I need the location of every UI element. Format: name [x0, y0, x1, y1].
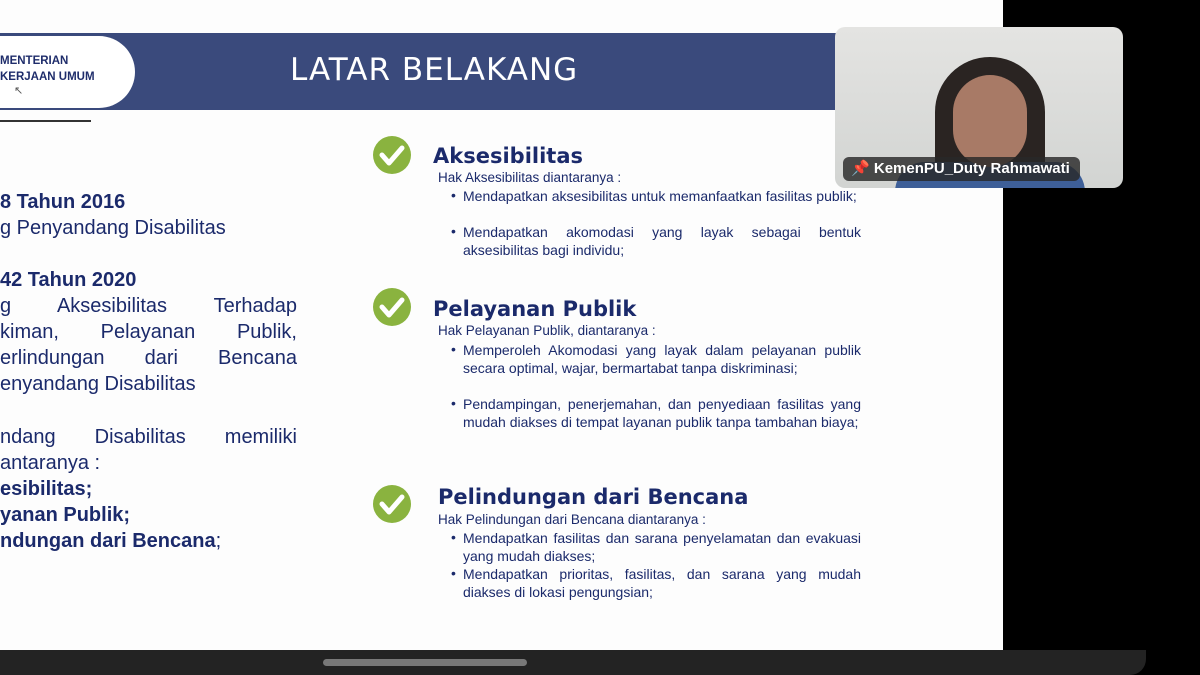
- law1-title: 8 Tahun 2016: [0, 191, 126, 213]
- rights-line: ndang Disabilitas memiliki: [0, 426, 297, 448]
- bullet-icon: •: [451, 529, 456, 545]
- horizontal-scrollbar[interactable]: [323, 659, 527, 666]
- participant-name: KemenPU_Duty Rahmawati: [873, 160, 1070, 177]
- logo-text-line2: KERJAAN UMUM: [0, 71, 95, 83]
- right-item: esibilitas;: [0, 478, 93, 500]
- law2-line: g Aksesibilitas Terhadap: [0, 295, 297, 317]
- check-icon: [373, 485, 411, 523]
- bullet-icon: •: [451, 223, 456, 239]
- section-bullet: Pendampingan, penerjemahan, dan penyediaan fasilitas yang mudah diakses di tempat layanan publik tanpa tambahan biaya;: [463, 396, 861, 430]
- section-intro: Hak Aksesibilitas diantaranya :: [438, 170, 622, 185]
- section-heading: Aksesibilitas: [433, 144, 583, 168]
- pin-icon: 📌: [851, 160, 870, 177]
- right-item-suffix: ;: [215, 530, 222, 552]
- rights-line: antaranya :: [0, 452, 101, 474]
- participant-face: [953, 75, 1027, 167]
- right-item: [0, 530, 221, 553]
- divider: [0, 120, 91, 122]
- section-intro: Hak Pelayanan Publik, diantaranya :: [438, 323, 656, 338]
- section-bullet: Mendapatkan fasilitas dan sarana penyelamatan dan evakuasi yang mudah diakses;: [463, 530, 861, 564]
- law1-desc: g Penyandang Disabilitas: [0, 217, 226, 239]
- section-bullet: Mendapatkan akomodasi yang layak sebagai bentuk aksesibilitas bagi individu;: [463, 224, 861, 258]
- check-icon: [373, 288, 411, 326]
- participant-name-label: [843, 157, 1080, 181]
- section-intro: Hak Pelindungan dari Bencana diantaranya :: [438, 512, 706, 527]
- mouse-cursor-icon: ↖: [14, 85, 24, 97]
- right-item: yanan Publik;: [0, 504, 131, 526]
- right-item-text: ndungan dari Bencana: [0, 530, 216, 552]
- law2-line: erlindungan dari Bencana: [0, 347, 297, 369]
- section-bullet: Mendapatkan aksesibilitas untuk memanfaatkan fasilitas publik;: [463, 188, 857, 204]
- participant-video-tile[interactable]: [835, 27, 1123, 188]
- section-bullet: Memperoleh Akomodasi yang layak dalam pelayanan publik secara optimal, wajar, bermartabat tanpa diskriminasi;: [463, 342, 861, 376]
- law2-line: enyandang Disabilitas: [0, 373, 196, 395]
- logo-text-line1: MENTERIAN: [0, 55, 69, 67]
- section-heading: Pelayanan Publik: [433, 297, 637, 321]
- section-heading: Pelindungan dari Bencana: [438, 485, 749, 509]
- bullet-icon: •: [451, 395, 456, 411]
- bullet-icon: •: [451, 565, 456, 581]
- bottom-toolbar: [0, 650, 1146, 675]
- slide-title: LATAR BELAKANG: [290, 52, 579, 88]
- law2-line: kiman, Pelayanan Publik,: [0, 321, 297, 343]
- bullet-icon: •: [451, 187, 456, 203]
- check-icon: [373, 136, 411, 174]
- law2-title: 42 Tahun 2020: [0, 269, 137, 291]
- section-bullet: Mendapatkan prioritas, fasilitas, dan sarana yang mudah diakses di lokasi pengungsian;: [463, 566, 861, 600]
- bullet-icon: •: [451, 341, 456, 357]
